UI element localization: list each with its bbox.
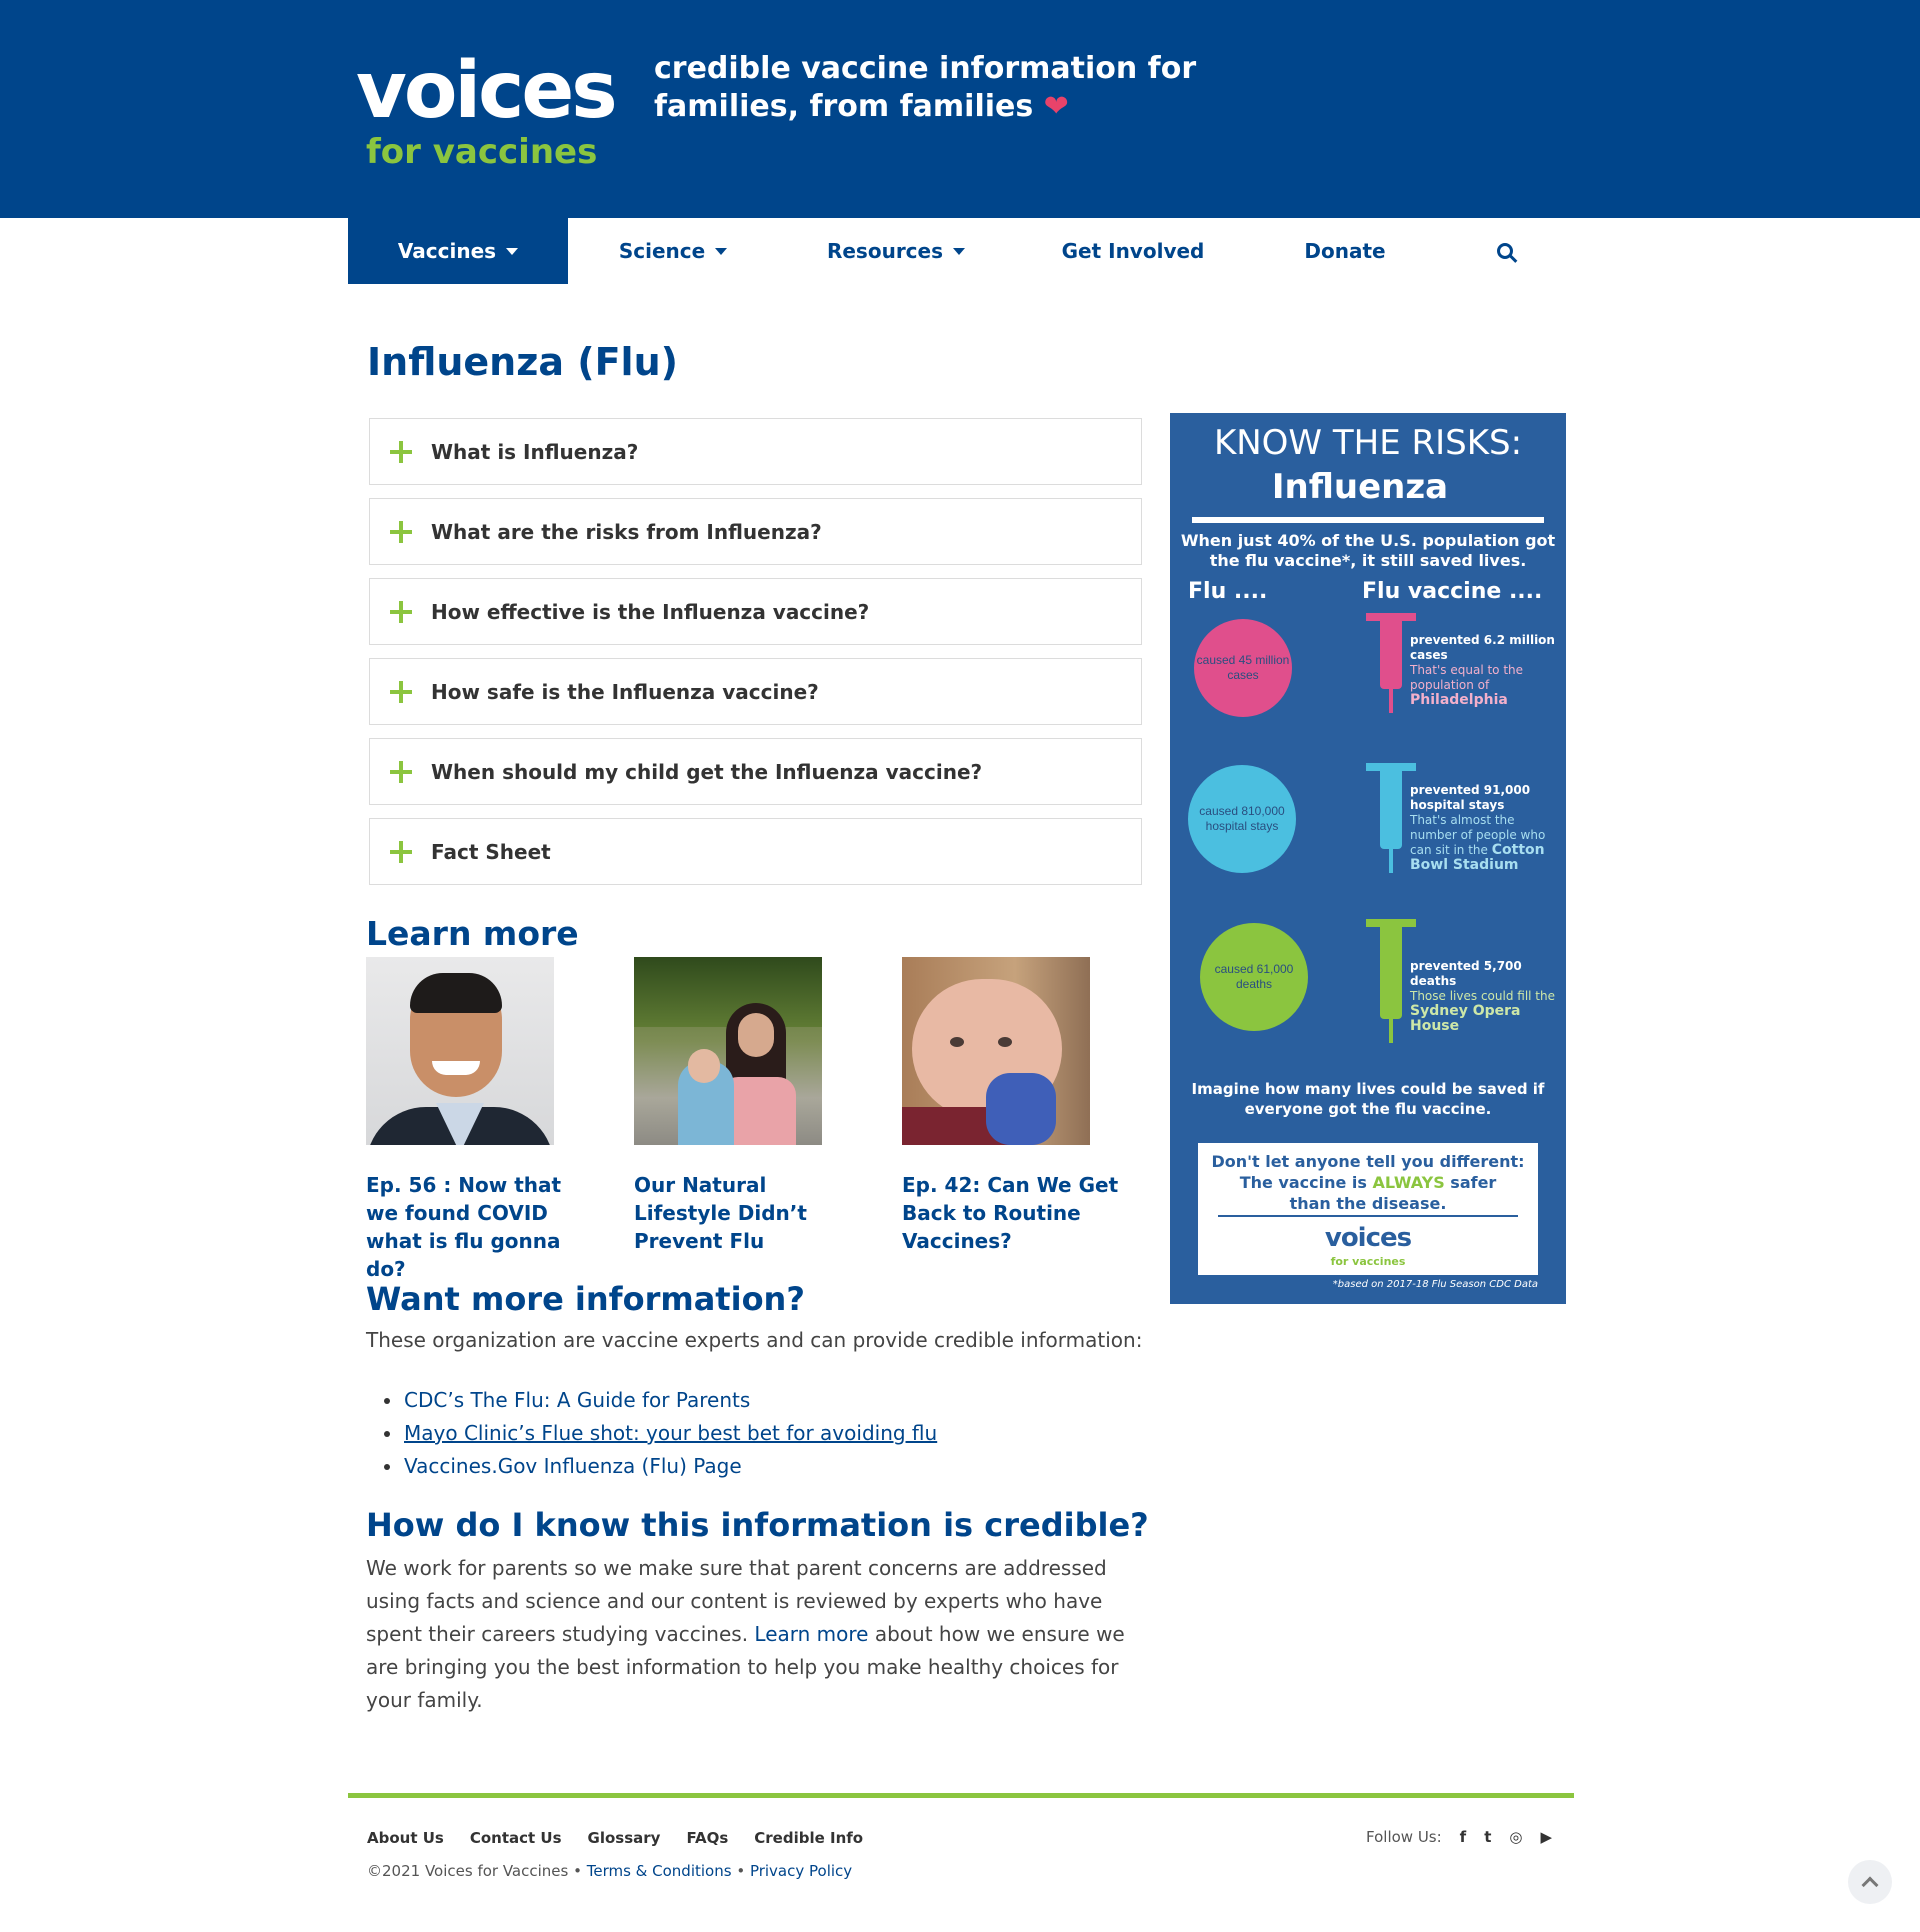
footer-link-faqs[interactable]: FAQs [686,1829,729,1847]
nav-resources[interactable] [778,218,1014,284]
virus-icon [1200,923,1308,1031]
copyright-sep: • [731,1862,750,1880]
footer-link-about[interactable]: About Us [367,1829,444,1847]
plus-icon [390,761,412,783]
infographic-col-flu: Flu .... [1188,579,1268,604]
plus-icon [390,601,412,623]
callout-line-2a: The vaccine is [1239,1173,1373,1192]
resource-link-cdc[interactable]: CDC’s The Flu: A Guide for Parents [404,1384,937,1417]
accordion-item[interactable] [369,658,1142,725]
credible-heading: How do I know this information is credible? [366,1506,1149,1544]
stat-bold: prevented 5,700 deaths [1410,959,1522,988]
stat-place: Philadelphia [1410,692,1508,708]
infographic-col-vaccine: Flu vaccine .... [1362,579,1543,604]
nav-search[interactable] [1438,218,1572,284]
resource-links [404,1384,937,1483]
credible-text-part: We work for parents so we make sure that parent concerns are addressed using facts and science and our content is reviewed by experts who have spent their careers studying vaccines. [366,1556,1107,1646]
back-to-top-button[interactable] [1848,1860,1892,1904]
syringe-icon [1380,763,1402,849]
site-logo[interactable] [356,46,618,174]
plus-icon [390,441,412,463]
nav-donate-label: Donate [1304,239,1386,263]
infographic-title: KNOW THE RISKS: [1213,423,1523,463]
copyright [367,1862,852,1880]
stat-text: That's equal to the population of [1410,663,1524,692]
post-title[interactable]: Ep. 42: Can We Get Back to Routine Vaccines? [902,1173,1119,1253]
copyright-text: ©2021 Voices for Vaccines • [367,1862,587,1880]
accordion-label: When should my child get the Influenza vaccine? [431,759,983,784]
virus-label: caused 61,000 deaths [1214,962,1294,991]
stat-text: That's almost the number of people who can sit in the [1410,813,1546,857]
accordion-label: How safe is the Influenza vaccine? [431,679,819,704]
main-nav [348,218,1572,284]
stat-text: Those lives could fill the [1410,989,1555,1003]
site-tagline [654,50,1196,126]
infographic-subtitle: Influenza [1271,467,1449,507]
learn-more-link[interactable]: Learn more [754,1622,869,1646]
page-title: Influenza (Flu) [367,340,678,384]
logo-wordmark: voices [356,46,615,136]
nav-donate[interactable] [1252,218,1438,284]
accordion-item[interactable] [369,498,1142,565]
nav-vaccines[interactable] [348,218,568,284]
stat-place: Cotton Bowl Stadium [1410,842,1545,873]
youtube-icon[interactable]: ▶ [1540,1828,1553,1846]
post-title[interactable]: Our Natural Lifestyle Didn’t Prevent Flu [634,1173,807,1253]
plus-icon [390,841,412,863]
post-card[interactable] [902,957,1122,1255]
syringe-icon [1380,613,1402,689]
nav-science[interactable] [568,218,778,284]
accordion-label: Fact Sheet [431,839,551,864]
more-info-intro: These organization are vaccine experts and can provide credible information: [366,1328,1143,1352]
accordion-item[interactable] [369,578,1142,645]
nav-get-involved-label: Get Involved [1061,239,1205,263]
post-card[interactable] [366,957,586,1283]
post-title[interactable]: Ep. 56 : Now that we found COVID what is flu gonna do? [366,1173,562,1281]
infographic-stat [1410,633,1560,708]
caret-down-icon [715,248,727,255]
footer-link-credible[interactable]: Credible Info [754,1829,864,1847]
tagline-line-1: credible vaccine information for [654,51,1197,86]
learn-more-heading: Learn more [366,914,579,953]
instagram-icon[interactable]: ◎ [1509,1828,1523,1846]
virus-label: caused 45 million cases [1196,653,1290,682]
privacy-link[interactable]: Privacy Policy [749,1862,853,1880]
callout-line-1: Don't let anyone tell you different: [1211,1152,1525,1171]
caret-down-icon [506,248,518,255]
flu-infographic [1170,413,1566,1304]
post-thumbnail[interactable] [366,957,554,1145]
credible-text-part: about how we ensure we are bringing you the best information to help you make healthy choices for your family. [366,1622,1125,1712]
caret-down-icon [953,248,965,255]
infographic-intro: When just 40% of the U.S. population got the flu vaccine*, it still saved lives. [1180,531,1556,570]
callout-line-2b: safer [1444,1173,1497,1192]
accordion-label: How effective is the Influenza vaccine? [431,599,870,624]
callout-logo-sub: for vaccines [1330,1255,1406,1268]
search-icon [1497,243,1513,259]
infographic-stat [1410,783,1560,873]
heart-icon: ❤ [1043,89,1069,124]
nav-science-label: Science [618,239,706,263]
stat-place: Sydney Opera House [1410,1003,1521,1034]
infographic-imagine: Imagine how many lives could be saved if everyone got the flu vaccine. [1191,1080,1545,1118]
post-thumbnail[interactable] [902,957,1090,1145]
tagline-line-2: families, from families [654,89,1034,124]
syringe-icon [1380,919,1402,1019]
faq-accordion [369,418,1142,898]
logo-subtitle: for vaccines [366,132,598,172]
facebook-icon[interactable]: f [1459,1828,1467,1846]
follow-label: Follow Us: [1366,1828,1442,1846]
post-thumbnail[interactable] [634,957,822,1145]
callout-logo: voices [1324,1223,1412,1253]
footer-divider [348,1793,1574,1798]
nav-vaccines-label: Vaccines [397,239,497,263]
stat-bold: prevented 6.2 million cases [1410,633,1555,662]
stat-bold: prevented 91,000 hospital stays [1410,783,1531,812]
callout-always: ALWAYS [1372,1173,1445,1192]
plus-icon [390,521,412,543]
plus-icon [390,681,412,703]
resource-link-vaccines-gov[interactable]: Vaccines.Gov Influenza (Flu) Page [404,1450,937,1483]
footer-links [367,1829,863,1847]
credible-text [366,1552,1146,1717]
resource-link-mayo[interactable]: Mayo Clinic’s Flue shot: your best bet for avoiding flu [404,1417,937,1450]
post-card[interactable] [634,957,854,1255]
virus-label: caused 810,000 hospital stays [1199,804,1285,833]
chevron-up-icon [1862,1877,1879,1894]
accordion-item[interactable] [369,738,1142,805]
footer-link-contact[interactable]: Contact Us [469,1829,562,1847]
infographic-footnote: *based on 2017-18 Flu Season CDC Data [1332,1279,1538,1290]
follow-us [1366,1828,1552,1846]
nav-get-involved[interactable] [1014,218,1252,284]
nav-resources-label: Resources [826,239,944,263]
site-header [0,0,1920,218]
virus-icon [1194,619,1292,717]
accordion-label: What are the risks from Influenza? [431,519,822,544]
accordion-item[interactable] [369,418,1142,485]
accordion-label: What is Influenza? [431,439,639,464]
infographic-callout [1198,1143,1538,1275]
footer-link-glossary[interactable]: Glossary [587,1829,661,1847]
twitter-icon[interactable]: t [1484,1828,1492,1846]
accordion-item[interactable] [369,818,1142,885]
more-info-heading: Want more information? [366,1280,805,1318]
infographic-stat [1410,959,1560,1034]
virus-icon [1188,765,1296,873]
callout-line-3: than the disease. [1289,1194,1447,1213]
callout-text [1198,1151,1538,1214]
terms-link[interactable]: Terms & Conditions [586,1862,732,1880]
